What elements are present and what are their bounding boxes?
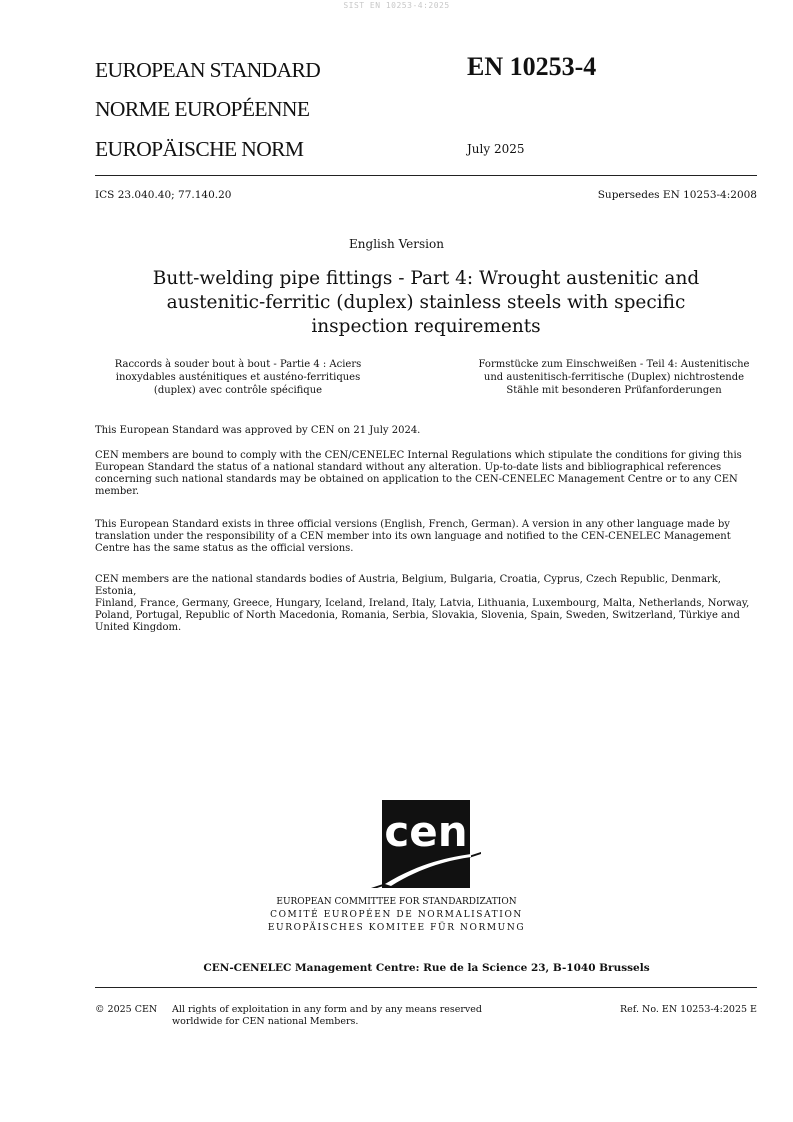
- rights-statement: [172, 1004, 482, 1028]
- german-title: [473, 358, 755, 397]
- members-paragraph: [95, 574, 757, 634]
- cen-name-french: COMITÉ EUROPÉEN DE NORMALISATION: [270, 910, 523, 920]
- title-line: Butt-welding pipe fittings - Part 4: Wrought austenitic and: [152, 268, 700, 289]
- reference-number: Ref. No. EN 10253-4:2025 E: [620, 1004, 757, 1015]
- standard-name-german: EUROPÄISCHE NORM: [95, 137, 304, 161]
- document-title: [130, 267, 722, 339]
- paragraph-line: CEN members are the national standards bodies of Austria, Belgium, Bulgaria, Croatia, Cyprus, Czech Republic, Denmark, Estonia,: [95, 574, 721, 597]
- german-title-line: und austenitisch-ferritische (Duplex) nichtrostende: [483, 372, 745, 383]
- title-line: inspection requirements: [311, 316, 541, 337]
- french-title: [97, 358, 379, 397]
- paragraph-line: Finland, France, Germany, Greece, Hungary, Iceland, Ireland, Italy, Latvia, Lithuania, Luxembourg, Malta, Netherlands, Norway,: [95, 598, 750, 609]
- cen-logo-text: cen: [384, 807, 468, 856]
- paragraph-line: concerning such national standards may be obtained on application to the CEN-CENELEC Management Centre or to any CEN: [95, 474, 738, 485]
- paragraph-line: United Kingdom.: [95, 622, 182, 633]
- paragraph-line: CEN members are bound to comply with the CEN/CENELEC Internal Regulations which stipulate the conditions for giving this: [95, 450, 742, 461]
- standard-number: EN 10253-4: [467, 52, 597, 81]
- ics-code: ICS 23.040.40; 77.140.20: [95, 189, 232, 201]
- paragraph-line: member.: [95, 486, 140, 497]
- french-title-line: (duplex) avec contrôle spécifique: [153, 385, 323, 396]
- paragraph-line: This European Standard exists in three official versions (English, French, German). A version in any other language made by: [95, 519, 730, 530]
- paragraph-line: European Standard the status of a national standard without any alteration. Up-to-date lists and bibliographical references: [95, 462, 722, 473]
- paragraph-line: translation under the responsibility of a CEN member into its own language and notified to the CEN-CENELEC Management: [95, 531, 731, 542]
- copyright: © 2025 CEN: [95, 1004, 158, 1015]
- paragraph-line: Centre has the same status as the official versions.: [95, 543, 354, 554]
- cen-committee-names: [0, 896, 793, 935]
- rights-line: All rights of exploitation in any form and by any means reserved: [172, 1004, 483, 1015]
- approval-paragraph: [95, 425, 757, 437]
- standard-name-english: EUROPEAN STANDARD: [95, 58, 321, 82]
- supersedes-note: Supersedes EN 10253-4:2008: [597, 189, 757, 201]
- watermark: SIST EN 10253-4:2025: [343, 1, 450, 10]
- french-title-line: inoxydables austénitiques et austéno-ferritiques: [115, 372, 361, 383]
- title-line: austenitic-ferritic (duplex) stainless steels with specific: [166, 292, 686, 313]
- compliance-paragraph: [95, 450, 757, 498]
- header-divider: [95, 175, 757, 176]
- version-label: English Version: [349, 237, 444, 251]
- footer-divider: [95, 987, 757, 988]
- cen-logo-icon: [371, 800, 481, 890]
- paragraph-line: This European Standard was approved by CEN on 21 July 2024.: [95, 425, 421, 436]
- cen-name-english: EUROPEAN COMMITTEE FOR STANDARDIZATION: [276, 897, 517, 907]
- french-title-line: Raccords à souder bout à bout - Partie 4 : Aciers: [114, 359, 362, 370]
- german-title-line: Stähle mit besonderen Prüfanforderungen: [506, 385, 722, 396]
- versions-paragraph: [95, 519, 757, 555]
- publication-date: July 2025: [467, 142, 525, 156]
- standard-name-french: NORME EUROPÉENNE: [95, 97, 310, 121]
- management-centre-address: CEN-CENELEC Management Centre: Rue de la Science 23, B-1040 Brussels: [203, 962, 650, 974]
- rights-line: worldwide for CEN national Members.: [172, 1016, 359, 1027]
- german-title-line: Formstücke zum Einschweißen - Teil 4: Austenitische: [478, 359, 750, 370]
- cen-name-german: EUROPÄISCHES KOMITEE FÜR NORMUNG: [267, 923, 526, 933]
- paragraph-line: Poland, Portugal, Republic of North Macedonia, Romania, Serbia, Slovakia, Slovenia, Spain, Sweden, Switzerland, Türkiye and: [95, 610, 740, 621]
